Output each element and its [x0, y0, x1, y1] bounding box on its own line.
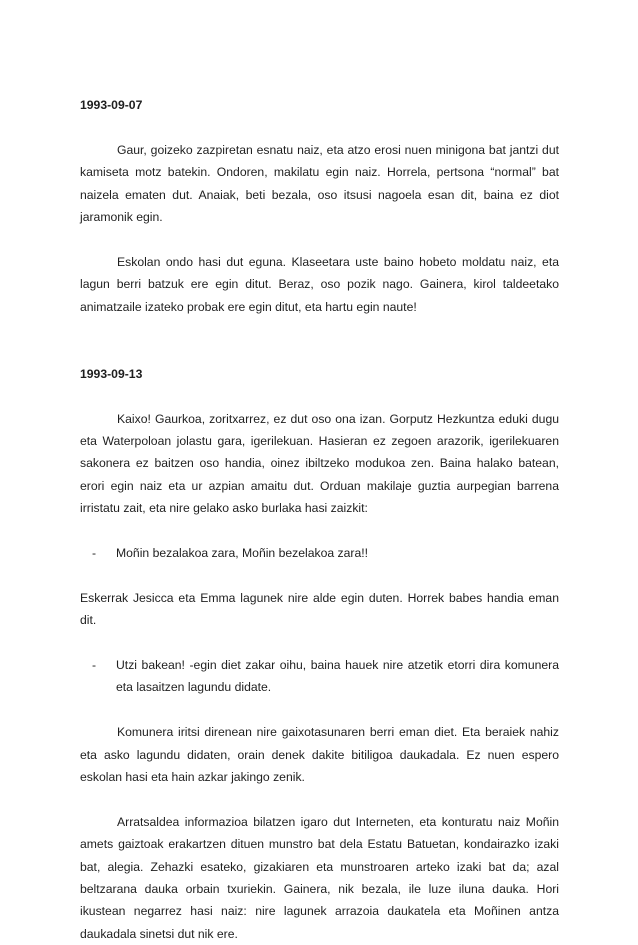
dialogue-line	[80, 654, 559, 699]
paragraph: Eskerrak Jesicca eta Emma lagunek nire alde egin duten. Horrek babes handia eman dit.	[80, 590, 559, 628]
paragraph: Gaur, goizeko zazpiretan esnatu naiz, eta atzo erosi nuen minigona bat jantzi dut kamiseta motz batekin. Ondoren, makilatu egin naiz. Horrela, pertsona “normal” bat naizela ematen dut. Anaiak, beti bezala, oso itsusi nagoela esan dit, baina ez diot jaramonik egin.	[80, 142, 559, 225]
paragraph: Arratsaldea informazioa bilatzen igaro dut Interneten, eta konturatu naiz Moñin amets gaiztoak erakartzen dituen munstro bat dela Estatu Batuetan, kondairazko izaki bat, alegia. Zehazki esateko, gizakiaren eta munstroaren arteko izaki bat da; azal beltzarana dauka orbain txuriekin. Gainera, nik bezala, ile luze iluna dauka. Hori ikustean negarrez hasi naiz: nire lagunek arrazoia daukatela eta Moñinen antza daukadala sinetsi dut nik ere.	[80, 814, 559, 941]
entry-date: 1993-09-07	[80, 98, 143, 112]
entry-date: 1993-09-13	[80, 366, 143, 381]
paragraph: Eskolan ondo hasi dut eguna. Klaseetara uste baino hobeto moldatu naiz, eta lagun berri batzuk ere egin ditut. Beraz, oso pozik nago. Gainera, kirol taldeetako animatzaile izateko probak ere egin ditut, eta hartu egin naute!	[80, 254, 559, 314]
dialogue-text: Moñin bezalakoa zara, Moñin bezelakoa zara!!	[116, 546, 369, 561]
document-page	[80, 94, 559, 945]
dash-marker: -	[92, 546, 97, 561]
paragraph: Kaixo! Gaurkoa, zoritxarrez, ez dut oso ona izan. Gorputz Hezkuntza eduki dugu eta Waterpoloan jolastu gara, igerilekuan. Hasieran ez zegoen arazorik, igerilekuaren sakonera ez baitzen oso handia, oinez ibiltzeko modukoa zen. Baina halako batean, erori egin naiz eta ur azpian amaitu dut. Orduan makilaje guztia aurpegian barrena irristatu zait, eta nire gelako asko burlaka hasi zaizkit:	[80, 411, 559, 516]
paragraph: Komunera iritsi direnean nire gaixotasunaren berri eman diet. Eta beraiek nahiz eta asko lagundu didaten, orain denek dakite bitiligoa daukadala. Ez nuen espero eskolan hasi eta hain azkar jakingo zenik.	[80, 725, 559, 785]
dash-marker: -	[92, 658, 97, 673]
dialogue-line	[80, 542, 559, 564]
dialogue-text: Utzi bakean! -egin diet zakar oihu, baina hauek nire atzetik etorri dira komunera eta lasaitzen lagundu didate.	[116, 658, 559, 695]
